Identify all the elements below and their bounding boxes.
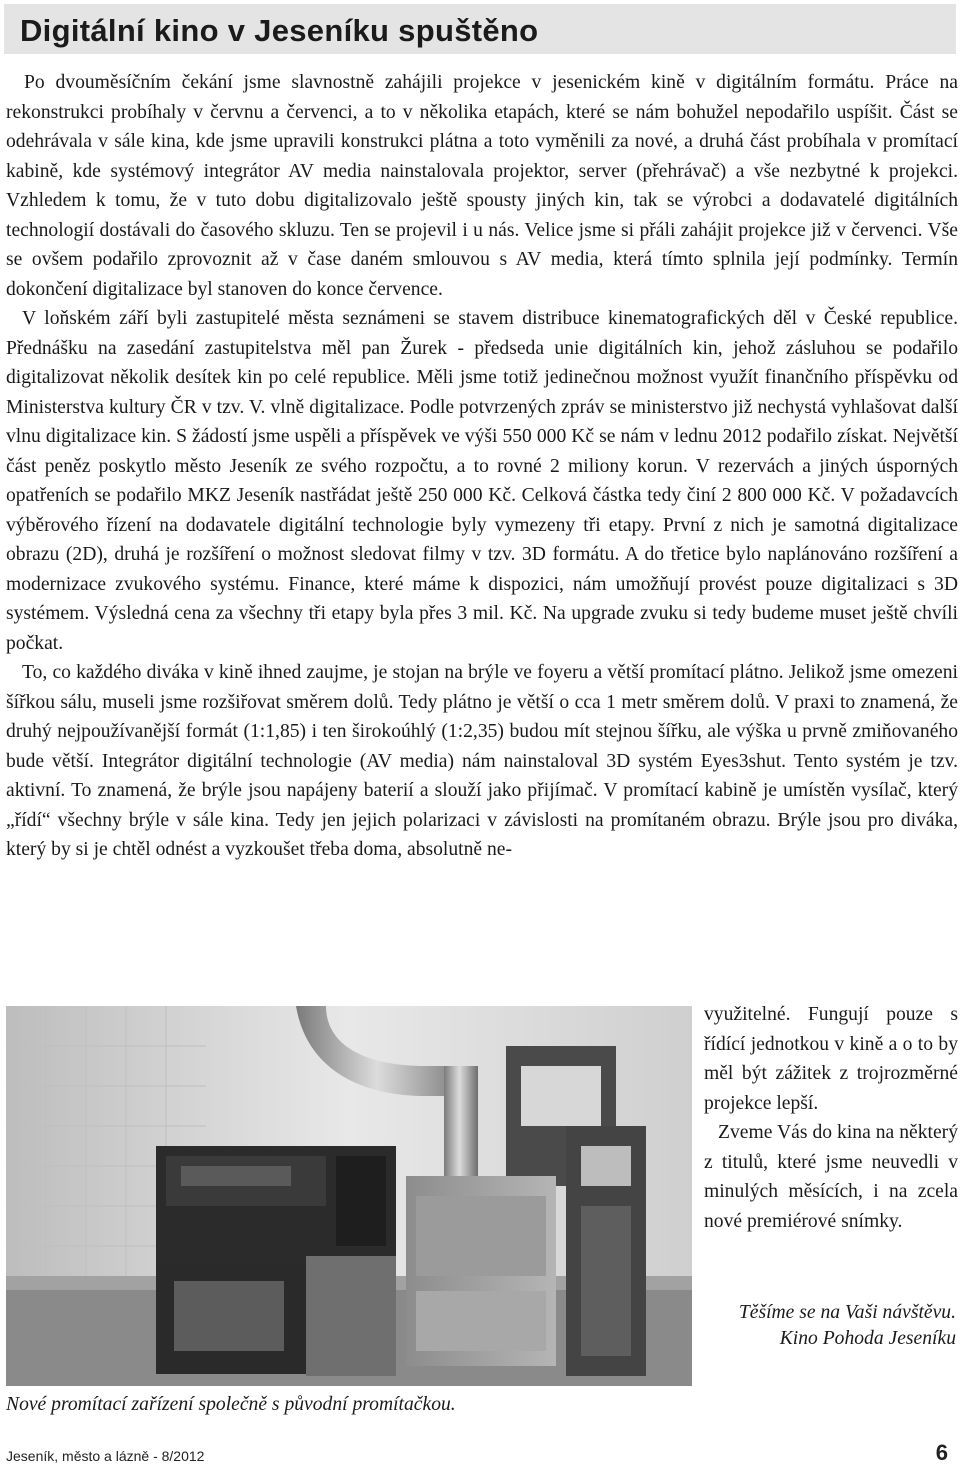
- article-title: Digitální kino v Jeseníku spuštěno: [20, 13, 539, 48]
- signoff: Těšíme se na Vaši návštěvu. Kino Pohoda Jeseníku: [738, 1302, 956, 1349]
- page-number: 6: [935, 1440, 948, 1465]
- paragraph-technology: To, co každého diváka v kině ihned zaujme, je stojan na brýle ve foyeru a větší promítací plátno. Jelikož jsme omezeni šířkou sálu, museli jsme rozšiřovat směrem dolů. Tedy plátno je větší o cca 1 metr směrem dolů. V praxi to znamená, že druhý nejpoužívanější formát (1:1,85) i ten širokoúhlý (1:2,35) budou mít stejnou šířku, ale výška u prvně zmiňovaného bude větší. Integrátor digitální technologie (AV media) nám nainstaloval 3D systém Eyes3shut. Tento systém je tzv. aktivní. To znamená, že brýle jsou napájeny baterií a slouží jako přijímač. V promítací kabině je umístěn vysílač, který „řídí“ všechny brýle v sále kina. Tedy jen jejich polarizaci v závislosti na promítaném obrazu. Brýle jsou pro diváka, který by si je chtěl odnést a vyzkoušet třeba doma, absolutně ne-: [6, 662, 958, 860]
- article-body: [6, 68, 958, 865]
- paragraph-funding: V loňském září byli zastupitelé města seznámeni se stavem distribuce kinematografických děl v České republice. Přednášku na zasedání zastupitelstva měl pan Žurek - předseda unie digitálních kin, jehož zásluhou se podařilo digitalizovat několik desítek kin po celé republice. Měli jsme totiž jedinečnou možnost využít finančního příspěvku od Ministerstva kultury ČR v tzv. V. vlně digitalizace. Podle potvrzených zpráv se ministerstvo již nechystá vyhlašovat další vlnu digitalizace kin. S žádostí jsme uspěli a příspěvek ve výši 550 000 Kč se nám v lednu 2012 podařilo získat. Největší část peněz poskytlo město Jeseník ze svého rozpočtu, a to rovné 2 miliony korun. V rezervách a jiných úsporných opatřeních se podařilo MKZ Jeseník nastřádat ještě 250 000 Kč. Celková částka tedy činí 2 800 000 Kč. V požadavcích výběrového řízení na dodavatele digitální technologie byly vymezeny tři etapy. První z nich je samotná digitalizace obrazu (2D), druhá je rozšíření o možnost sledovat filmy v tzv. 3D formátu. A do třetice bylo naplánováno rozšíření a modernizace zvukového systému. Finance, které máme k dispozici, nám umožňují provést pouze digitalizaci s 3D systémem. Výsledná cena za všechny tři etapy byla přes 3 mil. Kč. Na upgrade zvuku si tedy budeme muset ještě chvíli počkat.: [6, 308, 958, 654]
- paragraph-intro: Po dvouměsíčním čekání jsme slavnostně zahájili projekce v jesenickém kině v digitálním formátu. Práce na rekonstrukci probíhaly v červnu a červenci, a to v několika etapách, které se nám bohužel nepodařilo uspíšit. Část se odehrávala v sále kina, kde jsme upravili konstrukci plátna a toto vyměnili za nové, a druhá část probíhala v promítací kabině, kde systémový integrátor AV media nainstalovala projektor, server (přehrávač) a vše nezbytné k projekci. Vzhledem k tomu, že v tuto dobu digitalizovalo ještě spousty jiných kin, tak se výrobci a dodavatelé digitálních technologií dostávali do časového skluzu. Ten se projevil i u nás. Velice jsme si přáli zahájit projekce již v červenci. Vše se ovšem podařilo zprovoznit až v čase daném smlouvou s AV media, která tímto splnila její podmínky. Termín dokončení digitalizace byl stanoven do konce července.: [6, 72, 958, 300]
- side-column: [704, 1000, 958, 1236]
- paragraph-invitation: Zveme Vás do kina na některý z titulů, které jsme neuvedli v minulých měsících, i na zcela nové premiérové snímky.: [704, 1122, 958, 1232]
- title-bar: [4, 4, 956, 54]
- photo-caption: Nové promítací zařízení společně s původní promítačkou.: [6, 1394, 456, 1415]
- projector-photo: [6, 1006, 692, 1386]
- footer-publication: Jeseník, město a lázně - 8/2012: [6, 1448, 205, 1464]
- paragraph-glasses: využitelné. Fungují pouze s řídící jednotkou v kině a o to by měl být zážitek z trojrozměrné projekce lepší.: [704, 1004, 958, 1114]
